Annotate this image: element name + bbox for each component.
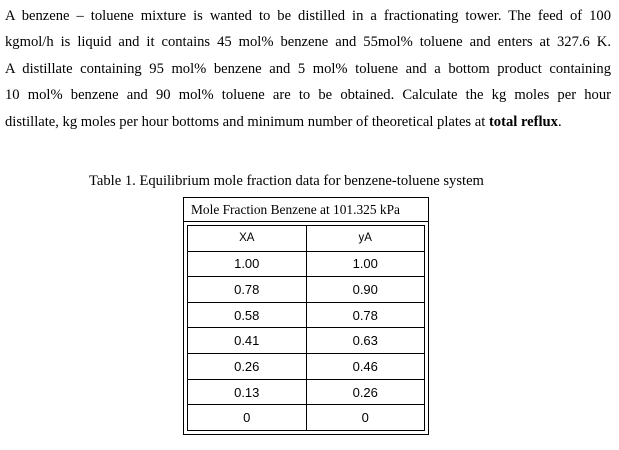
problem-line-text: distillate, kg moles per hour bottoms and minimum number of theoretical plates at (5, 113, 489, 130)
cell-xa: 0.13 (188, 379, 307, 405)
cell-xa: 0 (188, 405, 307, 431)
table-row (188, 277, 425, 303)
problem-line: 10 mol% benzene and 90 mol% toluene are to be obtained. Calculate the kg moles per hour (5, 87, 611, 104)
table-row (188, 328, 425, 354)
cell-ya: 0.26 (306, 379, 425, 405)
cell-xa: 1.00 (188, 251, 307, 277)
cell-ya: 0 (306, 405, 425, 431)
table-row (188, 405, 425, 431)
table-row (188, 251, 425, 277)
cell-xa: 0.58 (188, 302, 307, 328)
cell-ya: 0.46 (306, 354, 425, 380)
problem-line: A distillate containing 95 mol% benzene and 5 mol% toluene and a bottom product containing (5, 60, 611, 77)
column-header-ya: yA (306, 226, 425, 252)
data-grid (187, 225, 425, 431)
cell-ya: 0.78 (306, 302, 425, 328)
table-row (188, 379, 425, 405)
cell-xa: 0.78 (188, 277, 307, 303)
column-header-row (188, 226, 425, 252)
column-header-xa: XA (188, 226, 307, 252)
table-row (188, 302, 425, 328)
table-header: Mole Fraction Benzene at 101.325 kPa (184, 198, 428, 222)
cell-ya: 0.90 (306, 277, 425, 303)
bold-term: total reflux (488, 113, 558, 130)
problem-line: A benzene – toluene mixture is wanted to be distilled in a fractionating tower. The feed of 100 (5, 8, 611, 24)
problem-line: kgmol/h is liquid and it contains 45 mol% benzene and 55mol% toluene and enters at 327.6 K. (5, 34, 611, 51)
cell-ya: 0.63 (306, 328, 425, 354)
equilibrium-table (183, 197, 429, 435)
problem-line-end: . (557, 113, 562, 130)
cell-xa: 0.41 (188, 328, 307, 354)
table-caption: Table 1. Equilibrium mole fraction data for benzene-toluene system (89, 173, 484, 189)
problem-line-last (5, 109, 611, 135)
problem-statement (5, 3, 611, 135)
cell-ya: 1.00 (306, 251, 425, 277)
cell-xa: 0.26 (188, 354, 307, 380)
table-row (188, 354, 425, 380)
